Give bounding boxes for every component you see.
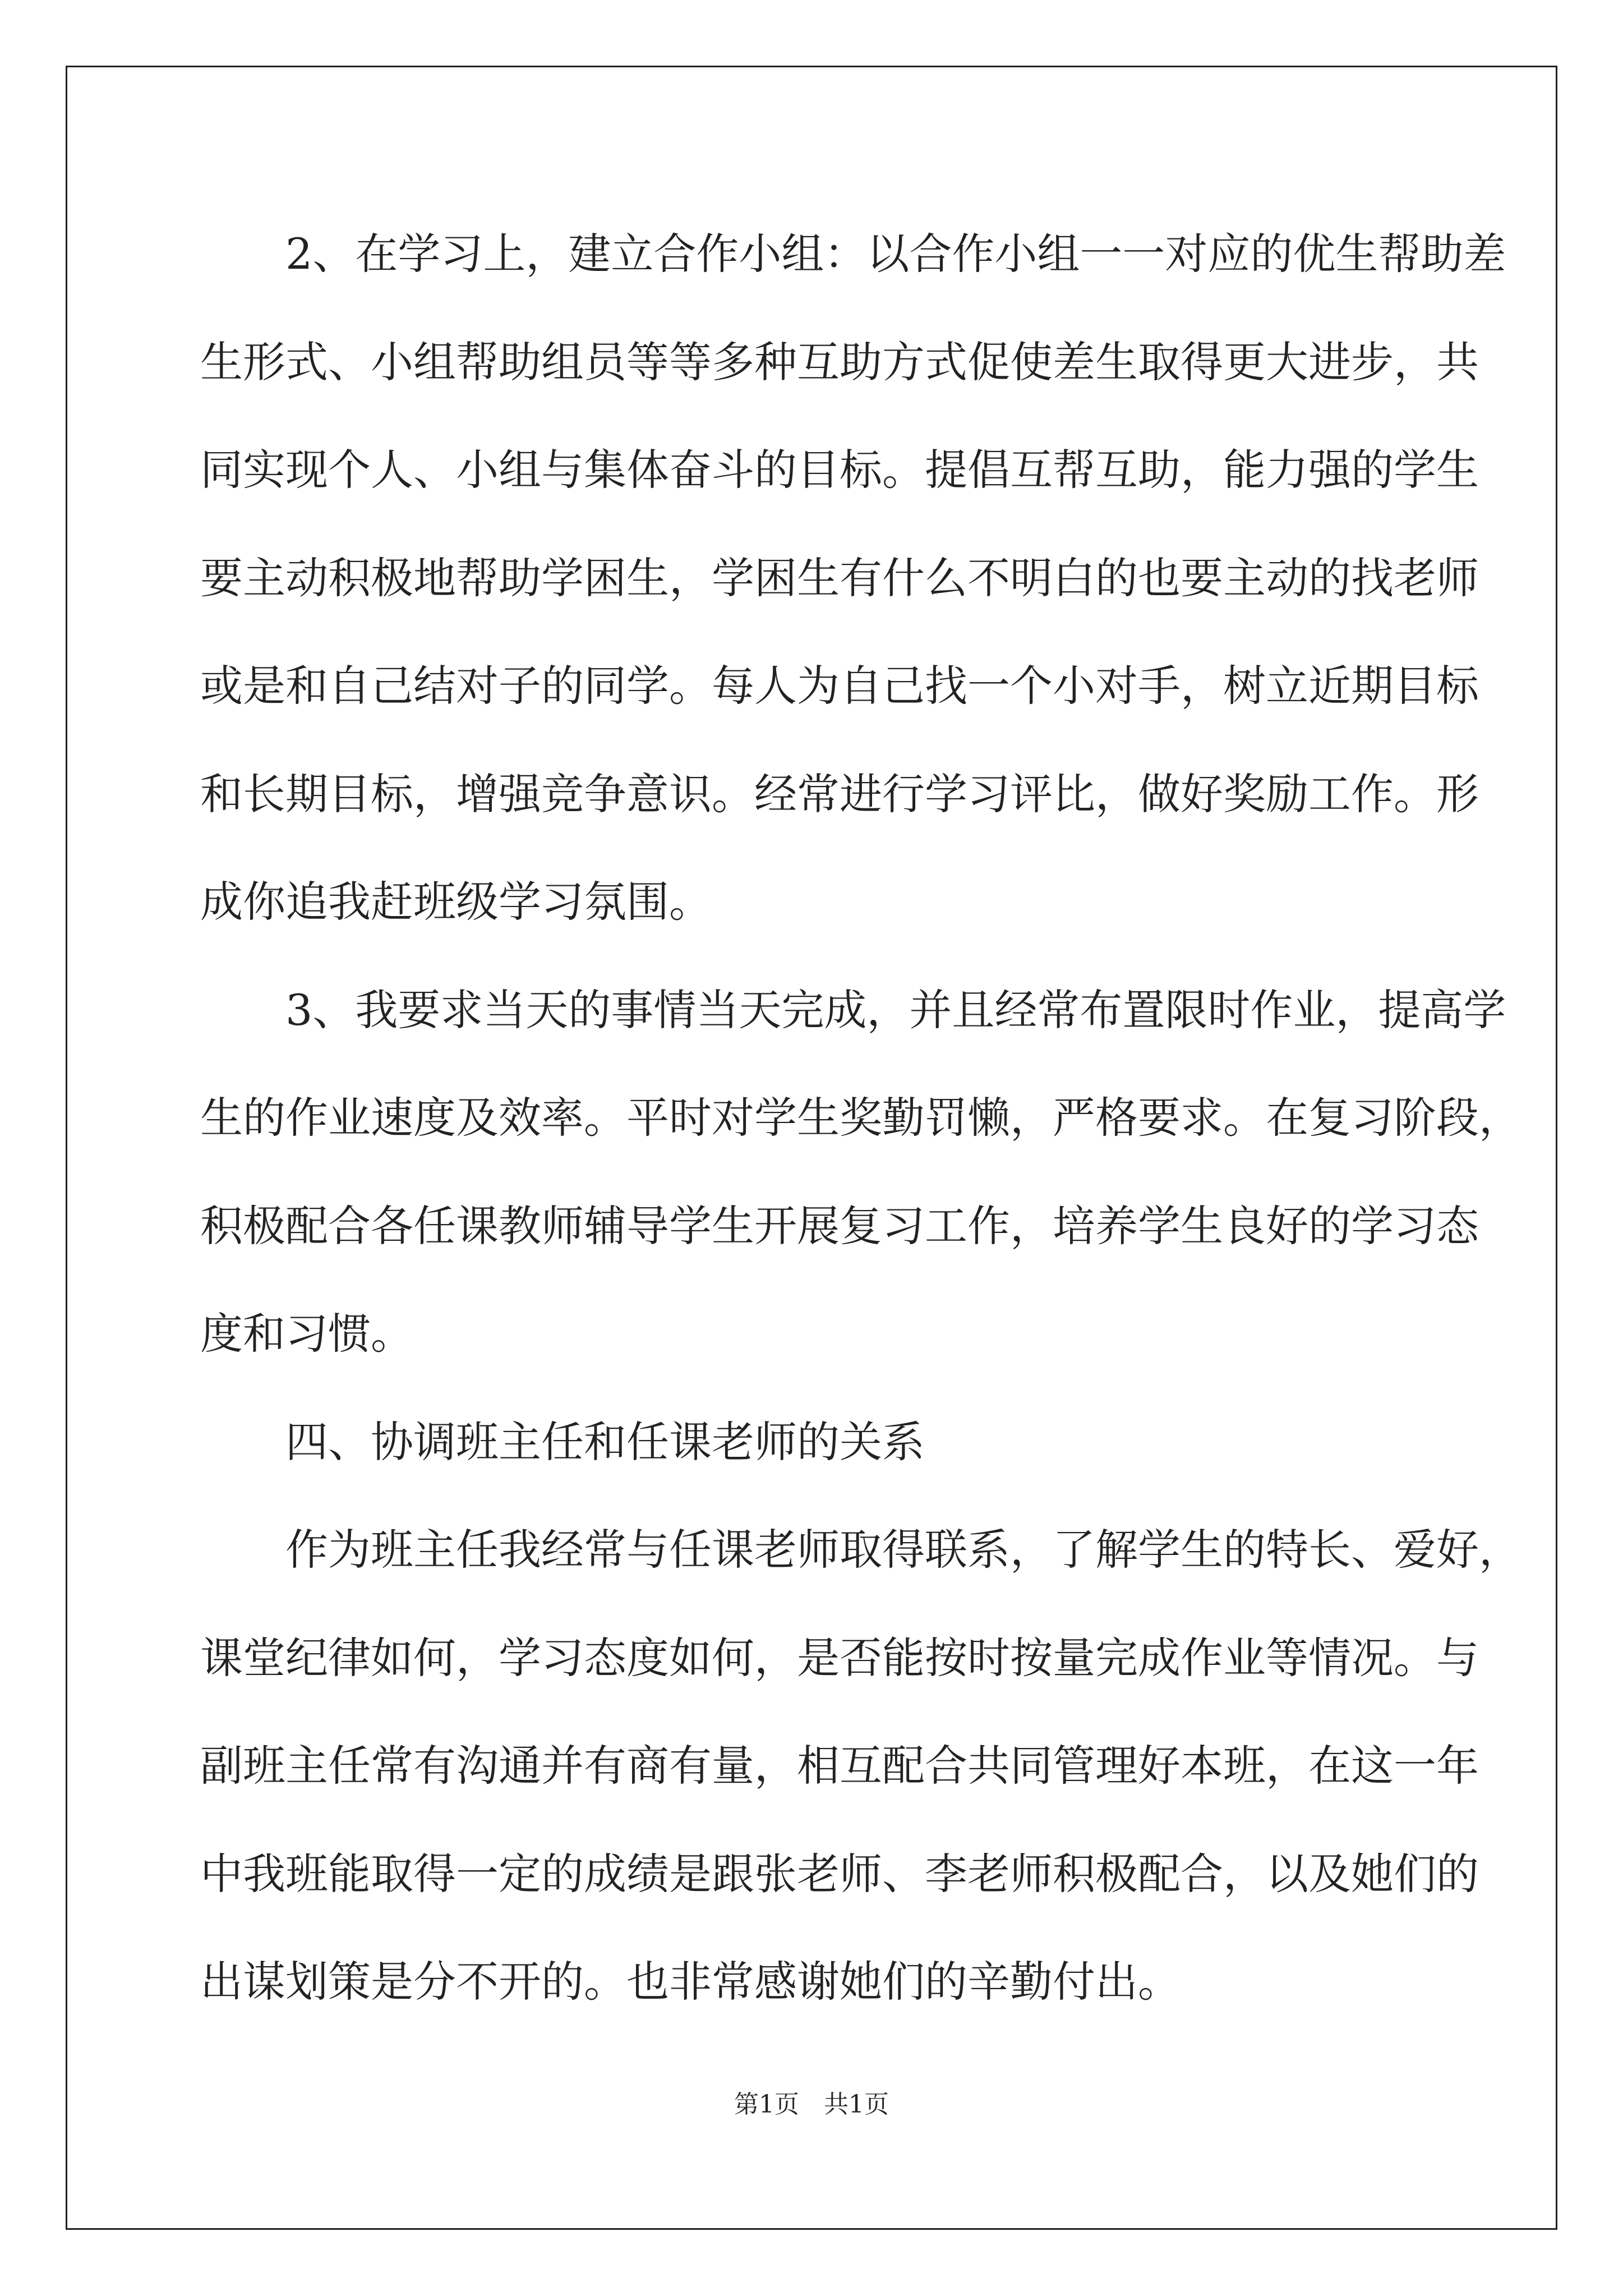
text-line: 和长期目标，增强竞争意识。经常进行学习评比，做好奖励工作。形	[200, 769, 1479, 819]
text-line: 2、在学习上，建立合作小组：以合作小组一一对应的优生帮助差	[200, 229, 1506, 279]
section-heading: 四、协调班主任和任课老师的关系	[200, 1417, 925, 1467]
text-line: 度和习惯。	[200, 1309, 413, 1359]
text-line: 生形式、小组帮助组员等等多种互助方式促使差生取得更大进步，共	[200, 337, 1479, 387]
text-line: 或是和自己结对子的同学。每人为自己找一个小对手，树立近期目标	[200, 661, 1479, 711]
text-line: 课堂纪律如何，学习态度如何，是否能按时按量完成作业等情况。与	[200, 1633, 1479, 1683]
text-line: 同实现个人、小组与集体奋斗的目标。提倡互帮互助，能力强的学生	[200, 445, 1479, 495]
page-number: 第1页 共1页	[734, 2090, 889, 2119]
text-line: 中我班能取得一定的成绩是跟张老师、李老师积极配合，以及她们的	[200, 1849, 1479, 1899]
text-line: 作为班主任我经常与任课老师取得联系，了解学生的特长、爱好，	[200, 1525, 1521, 1575]
text-line: 要主动积极地帮助学困生，学困生有什么不明白的也要主动的找老师	[200, 553, 1479, 603]
text-line: 积极配合各任课教师辅导学生开展复习工作，培养学生良好的学习态	[200, 1201, 1479, 1251]
text-line: 副班主任常有沟通并有商有量，相互配合共同管理好本班，在这一年	[200, 1741, 1479, 1791]
text-line: 出谋划策是分不开的。也非常感谢她们的辛勤付出。	[200, 1957, 1181, 2007]
text-line: 3、我要求当天的事情当天完成，并且经常布置限时作业，提高学	[200, 985, 1506, 1035]
page-border	[66, 66, 1557, 2230]
text-line: 成你追我赶班级学习氛围。	[200, 877, 712, 927]
text-line: 生的作业速度及效率。平时对学生奖勤罚懒，严格要求。在复习阶段，	[200, 1093, 1521, 1143]
